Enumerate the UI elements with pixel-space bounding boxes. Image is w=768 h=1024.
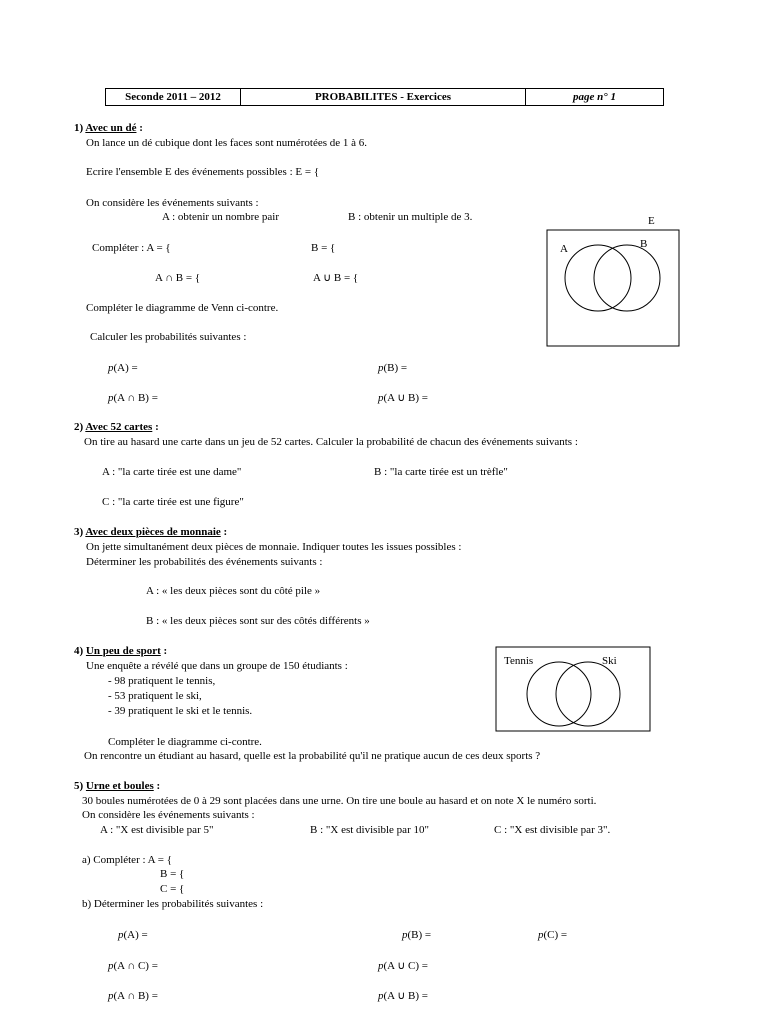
ex4-line3: On rencontre un étudiant au hasard, quelle est la probabilité qu'il ne pratique aucun de ces deux sports ?: [84, 750, 541, 762]
header-title: PROBABILITES - Exercices: [241, 89, 526, 105]
ex4-bullet-both: - 39 pratiquent le ski et le tennis.: [108, 705, 253, 717]
ex4-heading: 4) Un peu de sport :: [74, 645, 168, 657]
ex4-title: Un peu de sport: [85, 645, 161, 657]
ex5-part-a: a) Compléter : A = {: [82, 854, 172, 866]
ex1-complete-b: B = {: [311, 242, 336, 254]
venn-label-b: B: [640, 238, 648, 250]
ex4-bullet-tennis: - 98 pratiquent le tennis,: [108, 675, 216, 687]
ex5-prob-a-union-c: p(A ∪ C) =: [378, 960, 429, 972]
ex3-line2: Déterminer les probabilités des événements suivants :: [86, 556, 323, 568]
ex5-prob-a: p(A) =: [118, 929, 148, 941]
venn2-circle-ski: [556, 662, 620, 726]
ex5-prob-b: p(B) =: [402, 929, 432, 941]
ex1-line2: Ecrire l'ensemble E des événements possibles : E = {: [86, 166, 320, 178]
ex3-line1: On jette simultanément deux pièces de monnaie. Indiquer toutes les issues possibles :: [86, 541, 462, 553]
ex1-venn-instruction: Compléter le diagramme de Venn ci-contre.: [86, 302, 279, 314]
ex1-union: A ∪ B = {: [313, 272, 359, 284]
ex1-calc-instruction: Calculer les probabilités suivantes :: [90, 331, 247, 343]
ex1-heading: [74, 122, 143, 135]
venn2-label-ski: Ski: [602, 655, 617, 667]
ex1-prob-a-union-b: p(A ∪ B) =: [378, 392, 429, 404]
ex2-event-c: C : "la carte tirée est une figure": [102, 496, 244, 508]
venn-diagram-ex4: [495, 646, 651, 732]
venn-diagram-ex1: [546, 212, 682, 348]
ex2-heading: 2) Avec 52 cartes :: [74, 421, 159, 433]
ex2-event-b: B : "la carte tirée est un trèfle": [374, 466, 508, 478]
ex5-heading: 5) Urne et boules :: [74, 780, 161, 792]
ex2-line1: On tire au hasard une carte dans un jeu de 52 cartes. Calculer la probabilité de chacun des événements suivants :: [84, 436, 578, 448]
header-page: page n° 1: [573, 91, 616, 103]
ex3-event-b: B : « les deux pièces sont sur des côtés différents »: [146, 615, 370, 627]
ex3-event-a: A : « les deux pièces sont du côté pile »: [146, 585, 321, 597]
ex5-prob-a-union-b: p(A ∪ B) =: [378, 990, 429, 1002]
venn-circle-a: [565, 245, 631, 311]
ex3-title: Avec deux pièces de monnaie: [85, 526, 221, 538]
ex1-complete-a: Compléter : A = {: [92, 242, 171, 254]
ex1-colon: :: [139, 122, 143, 134]
venn-circle-b: [594, 245, 660, 311]
ex5-prob-a-inter-c: p(A ∩ C) =: [108, 960, 158, 972]
ex5-line1: 30 boules numérotées de 0 à 29 sont placées dans une urne. On tire une boule au hasard et on note X le numéro sorti.: [82, 795, 597, 807]
ex1-prob-a: p(A) =: [108, 362, 138, 374]
ex1-prob-a-inter-b: p(A ∩ B) =: [108, 392, 158, 404]
ex1-number: 1): [74, 122, 84, 134]
ex5-line2: On considère les événements suivants :: [82, 809, 255, 821]
ex2-title: Avec 52 cartes: [85, 421, 153, 433]
ex5-part-a-c: C = {: [160, 883, 185, 895]
ex1-line1: On lance un dé cubique dont les faces sont numérotées de 1 à 6.: [86, 137, 368, 149]
ex2-event-a: A : "la carte tirée est une dame": [102, 466, 242, 478]
ex5-event-b: B : "X est divisible par 10": [310, 824, 429, 836]
ex4-line1: Une enquête a révélé que dans un groupe de 150 étudiants :: [86, 660, 348, 672]
ex1-line3: On considère les événements suivants :: [86, 197, 259, 209]
ex5-event-c: C : "X est divisible par 3".: [494, 824, 611, 836]
ex3-heading: 3) Avec deux pièces de monnaie :: [74, 526, 228, 538]
ex5-prob-a-inter-b: p(A ∩ B) =: [108, 990, 158, 1002]
venn2-label-tennis: Tennis: [504, 655, 534, 667]
ex4-line2: Compléter le diagramme ci-contre.: [108, 736, 262, 748]
ex1-event-a: A : obtenir un nombre pair: [162, 211, 280, 223]
header-table: [105, 88, 664, 106]
header-class: Seconde 2011 – 2012: [106, 89, 241, 105]
ex5-part-a-b: B = {: [160, 868, 185, 880]
ex1-event-b: B : obtenir un multiple de 3.: [348, 211, 473, 223]
ex5-prob-c: p(C) =: [538, 929, 568, 941]
venn-label-e: E: [648, 215, 655, 227]
ex5-part-b: b) Déterminer les probabilités suivantes :: [82, 898, 264, 910]
ex1-intersection: A ∩ B = {: [155, 272, 201, 284]
ex1-title: Avec un dé: [85, 122, 137, 134]
venn2-circle-tennis: [527, 662, 591, 726]
ex5-event-a: A : "X est divisible par 5": [100, 824, 214, 836]
venn-label-a: A: [560, 243, 568, 255]
ex5-title: Urne et boules: [85, 780, 154, 792]
ex1-prob-b: p(B) =: [378, 362, 408, 374]
ex4-bullet-ski: - 53 pratiquent le ski,: [108, 690, 202, 702]
